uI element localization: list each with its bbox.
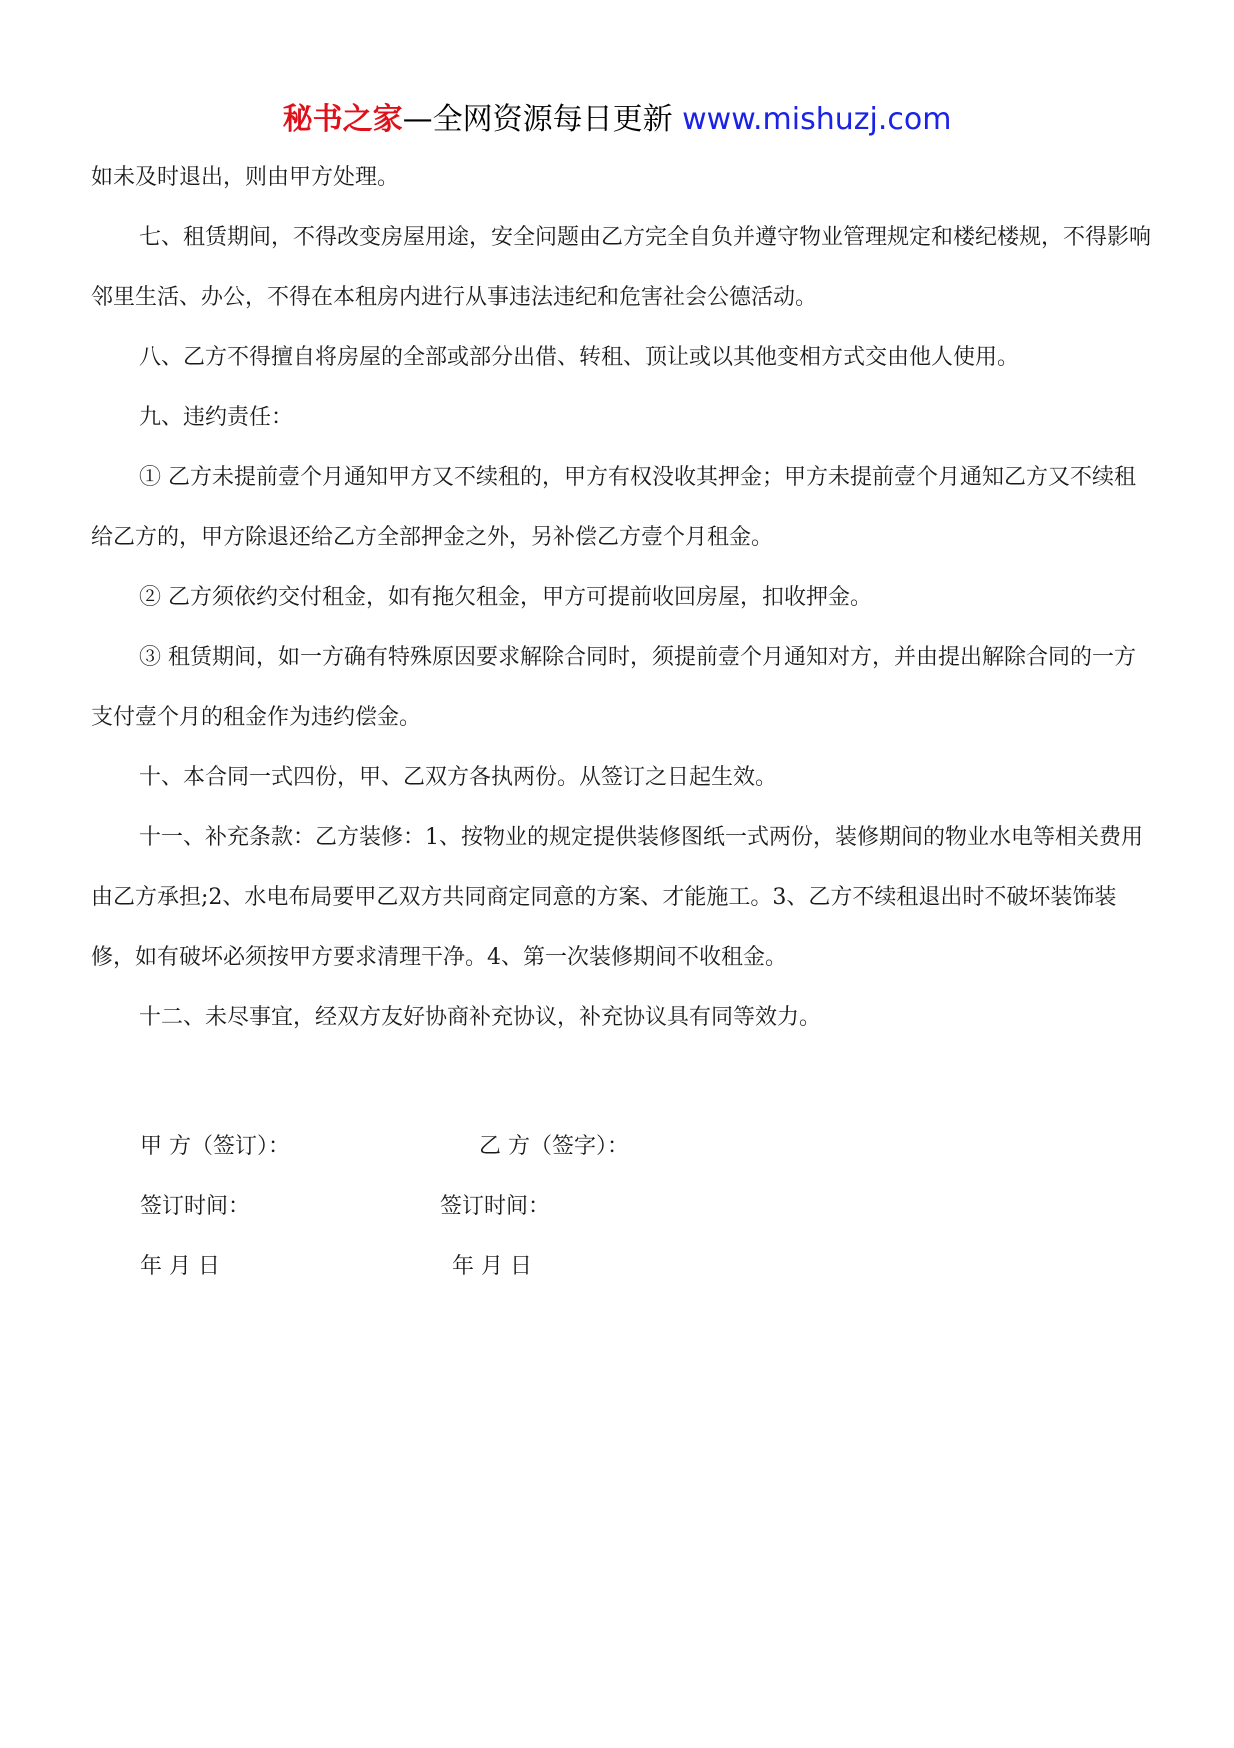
clause-9-heading: 九、违约责任：	[139, 405, 294, 430]
party-a-sign-label: 甲 方（签订）：	[140, 1134, 290, 1159]
header-brand: 秘书之家	[282, 102, 403, 137]
party-a-date: 年 月 日	[140, 1254, 220, 1279]
clause-9-item-1: ① 乙方未提前壹个月通知甲方又不续租的，甲方有权没收其押金；甲方未提前壹个月通知乙方又不续租给乙方的，甲方除退还给乙方全部押金之外，另补偿乙方壹个月租金。	[91, 465, 1136, 550]
clause-12: 十二、未尽事宜，经双方友好协商补充协议，补充协议具有同等效力。	[139, 1005, 822, 1030]
header-url: www.mishuzj.com	[682, 102, 952, 137]
clause-9-item-2: ② 乙方须依约交付租金，如有拖欠租金，甲方可提前收回房屋，扣收押金。	[139, 585, 872, 610]
contract-body	[91, 148, 1151, 1048]
clause-8: 八、乙方不得擅自将房屋的全部或部分出借、转租、顶让或以其他变相方式交由他人使用。	[139, 345, 1020, 370]
paragraph-continuation: 如未及时退出，则由甲方处理。	[91, 165, 400, 190]
party-a-sign-time: 签订时间：	[140, 1194, 251, 1219]
page-header	[0, 100, 1234, 140]
clause-9-item-3: ③ 租赁期间，如一方确有特殊原因要求解除合同时，须提前壹个月通知对方，并由提出解除合同的一方支付壹个月的租金作为违约偿金。	[91, 645, 1136, 730]
party-b-sign-label: 乙 方（签字）：	[479, 1134, 629, 1159]
party-b-date: 年 月 日	[452, 1254, 532, 1279]
party-b-sign-time: 签订时间：	[440, 1194, 551, 1219]
header-tagline: —全网资源每日更新	[402, 102, 683, 137]
clause-7: 七、租赁期间，不得改变房屋用途，安全问题由乙方完全自负并遵守物业管理规定和楼纪楼规，不得影响邻里生活、办公，不得在本租房内进行从事违法违纪和危害社会公德活动。	[91, 225, 1152, 310]
clause-11: 十一、补充条款：乙方装修：1、按物业的规定提供装修图纸一式两份，装修期间的物业水电等相关费用由乙方承担;2、水电布局要甲乙双方共同商定同意的方案、才能施工。3、乙方不续租退出时不破坏装饰装修，如有破坏必须按甲方要求清理干净。4、第一次装修期间不收租金。	[91, 825, 1144, 970]
clause-10: 十、本合同一式四份，甲、乙双方各执两份。从签订之日起生效。	[139, 765, 778, 790]
